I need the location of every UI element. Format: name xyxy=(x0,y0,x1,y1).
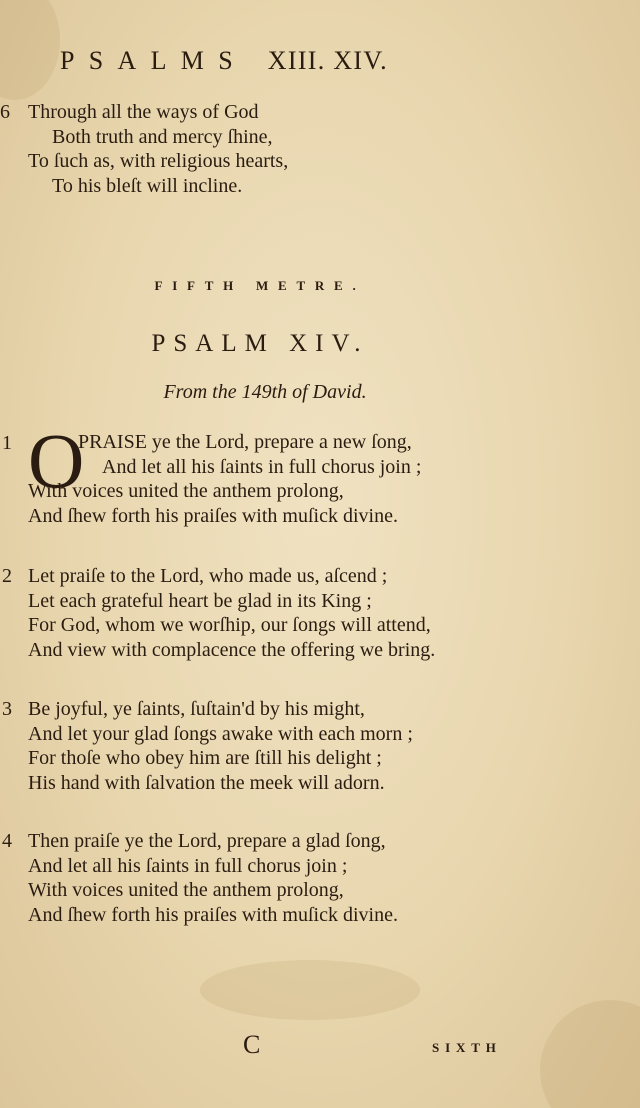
verse-line: Both truth and mercy ſhine, xyxy=(52,125,273,148)
stanza-prev xyxy=(0,100,289,198)
verse-line: With voices united the anthem prolong, xyxy=(28,879,344,901)
psalm-subtitle: From the 149th of David. xyxy=(163,381,367,403)
stanza-3 xyxy=(2,697,413,795)
verse-number: 4 xyxy=(2,830,12,852)
catchword: SIXTH xyxy=(432,1040,502,1055)
stanza-1 xyxy=(28,430,421,528)
verse-line: For God, whom we worſhip, our ſongs will attend, xyxy=(28,614,431,636)
verse-line: To ſuch as, with religious hearts, xyxy=(28,150,289,172)
signature-mark: C xyxy=(243,1030,261,1059)
verse-line: His hand with ſalvation the meek will adorn. xyxy=(28,771,385,794)
psalm-title: PSALM XIV. xyxy=(151,330,369,357)
metre-heading: FIFTH METRE. xyxy=(154,278,366,293)
verse-line: Let each grateful heart be glad in its King ; xyxy=(28,589,372,612)
verse-line: With voices united the anthem prolong, xyxy=(28,480,344,502)
verse-number: 1 xyxy=(2,432,12,454)
verse-line: And let all his ſaints in full chorus join ; xyxy=(102,455,422,478)
verse-line: And ſhew forth his praiſes with muſick divine. xyxy=(28,903,398,926)
stanza-2 xyxy=(2,564,436,662)
verse-number: 2 xyxy=(2,565,12,587)
verse-line: PRAISE ye the Lord, prepare a new ſong, xyxy=(78,431,412,453)
stanza-4 xyxy=(2,829,398,927)
running-head-numbers: XIII. XIV. xyxy=(267,46,388,75)
running-head xyxy=(60,46,480,76)
verse-line: And let all his ſaints in full chorus join ; xyxy=(28,854,348,877)
verse-line: Then praiſe ye the Lord, prepare a glad ſong, xyxy=(28,830,386,852)
verse-line: For thoſe who obey him are ſtill his delight ; xyxy=(28,747,382,769)
verse-line: And let your glad ſongs awake with each morn ; xyxy=(28,722,413,745)
drop-cap: O xyxy=(28,417,85,504)
verse-line: Let praiſe to the Lord, who made us, aſcend ; xyxy=(28,565,388,587)
verse-line: And ſhew forth his praiſes with muſick divine. xyxy=(28,504,398,527)
page-stain xyxy=(0,0,60,100)
running-head-title: PSALMS xyxy=(60,46,247,75)
verse-line: To his bleſt will incline. xyxy=(52,174,243,197)
verse-number: 6 xyxy=(0,101,10,123)
page-stain xyxy=(200,960,420,1020)
verse-line: And view with complacence the offering we bring. xyxy=(28,638,436,661)
verse-line: Through all the ways of God xyxy=(28,101,259,123)
page-stain xyxy=(540,1000,640,1108)
verse-line: Be joyful, ye ſaints, ſuſtain'd by his might, xyxy=(28,698,365,720)
verse-number: 3 xyxy=(2,698,12,720)
